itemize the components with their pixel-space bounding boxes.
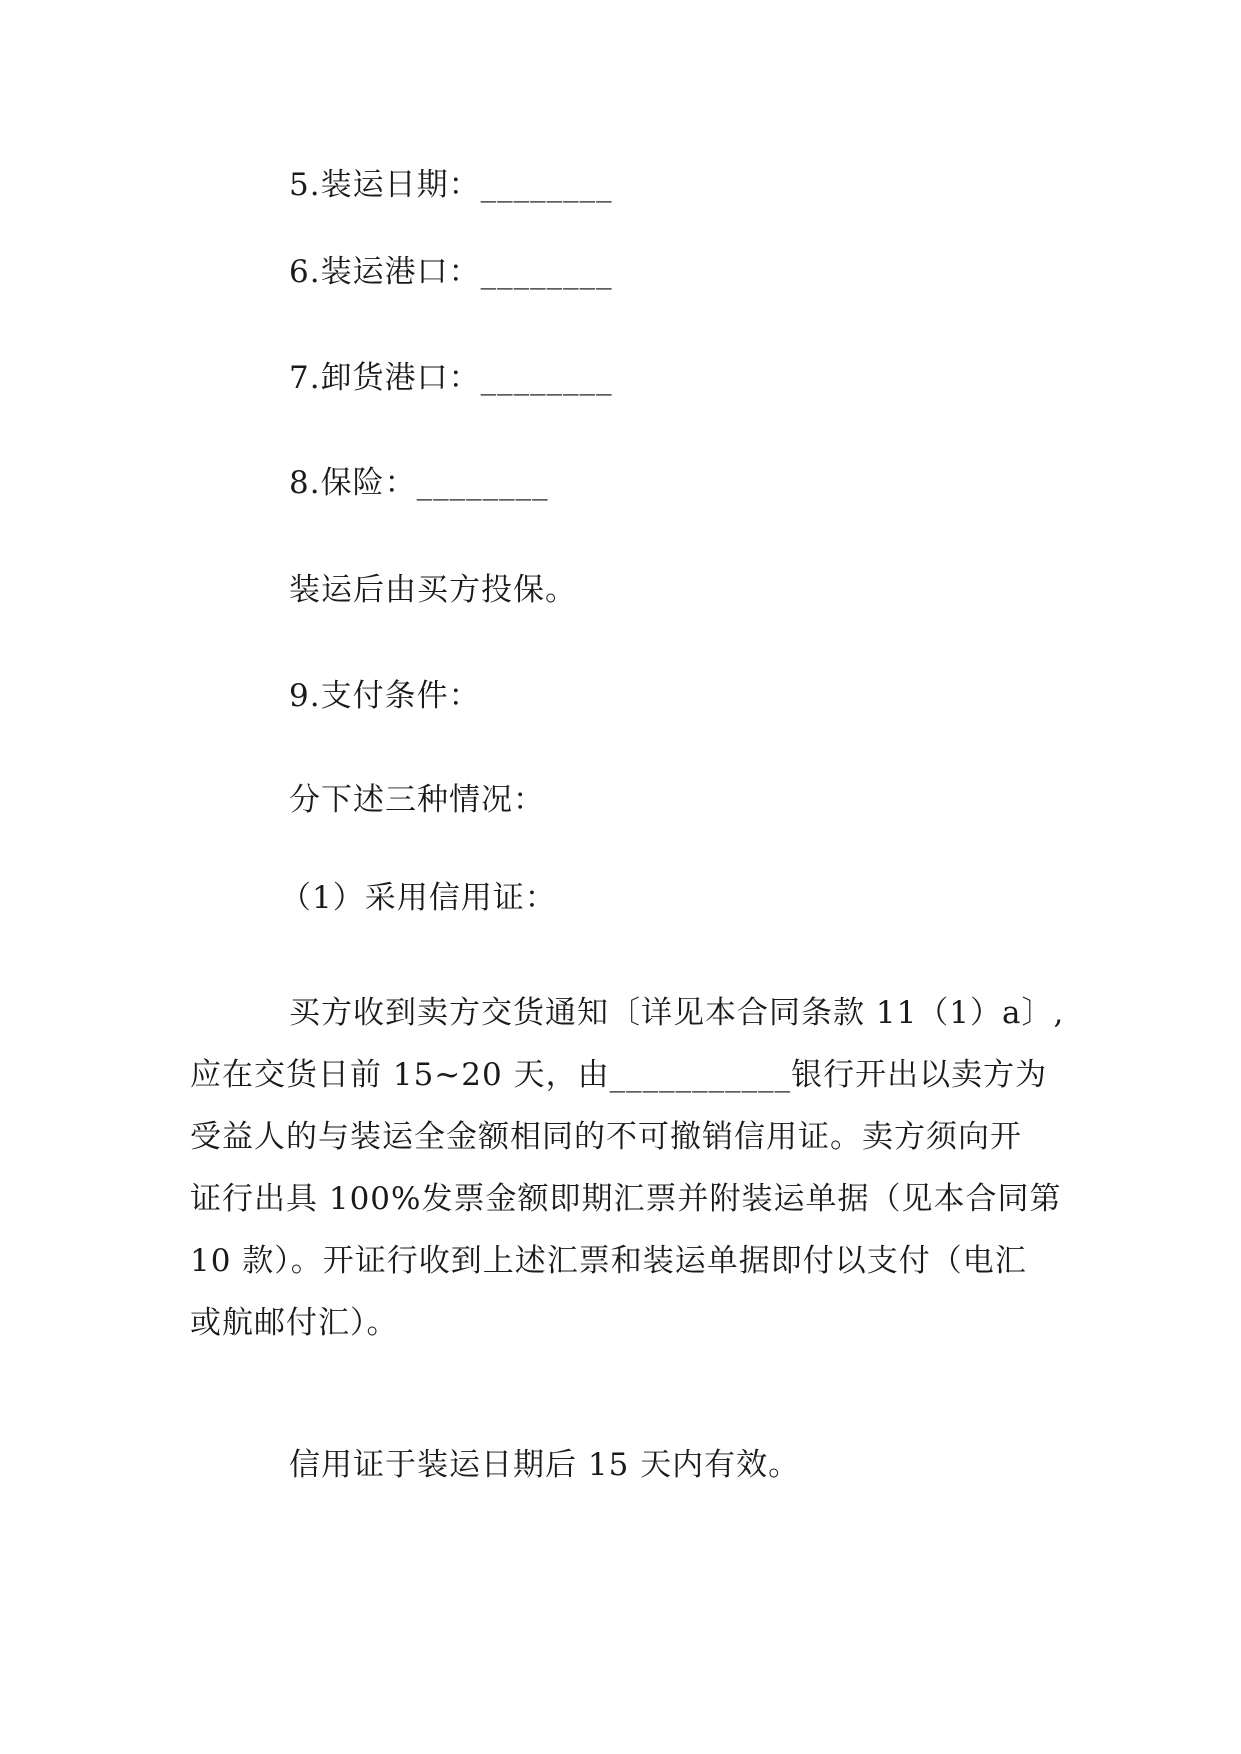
- letter-of-credit-paragraph: [190, 982, 1065, 1354]
- clause-6-loading-port: 6.装运港口：________: [289, 254, 613, 290]
- paragraph-row: 应在交货日前 15~20 天，由___________银行开出以卖方为: [190, 1057, 1048, 1093]
- paragraph-row: 受益人的与装运全金额相同的不可撤销信用证。卖方须向开: [190, 1119, 1022, 1155]
- lc-validity-line: 信用证于装运日期后 15 天内有效。: [289, 1447, 801, 1483]
- clause-7-discharge-port: 7.卸货港口：________: [289, 360, 613, 396]
- three-cases-intro: 分下述三种情况：: [289, 782, 545, 818]
- paragraph-row: 买方收到卖方交货通知〔详见本合同条款 11（1）a〕,: [289, 995, 1065, 1031]
- paragraph-row: 证行出具 100%发票金额即期汇票并附装运单据（见本合同第: [190, 1181, 1062, 1217]
- paragraph-row: 10 款）。开证行收到上述汇票和装运单据即付以支付（电汇: [190, 1243, 1027, 1279]
- paragraph-row: 或航邮付汇）。: [190, 1305, 399, 1341]
- clause-5-shipment-date: 5.装运日期：________: [289, 167, 613, 203]
- case-1-letter-of-credit: （1）采用信用证：: [280, 880, 557, 916]
- clause-9-payment-terms: 9.支付条件：: [289, 678, 481, 714]
- clause-8-insurance: 8.保险：________: [289, 465, 549, 501]
- insurance-note: 装运后由买方投保。: [289, 572, 577, 608]
